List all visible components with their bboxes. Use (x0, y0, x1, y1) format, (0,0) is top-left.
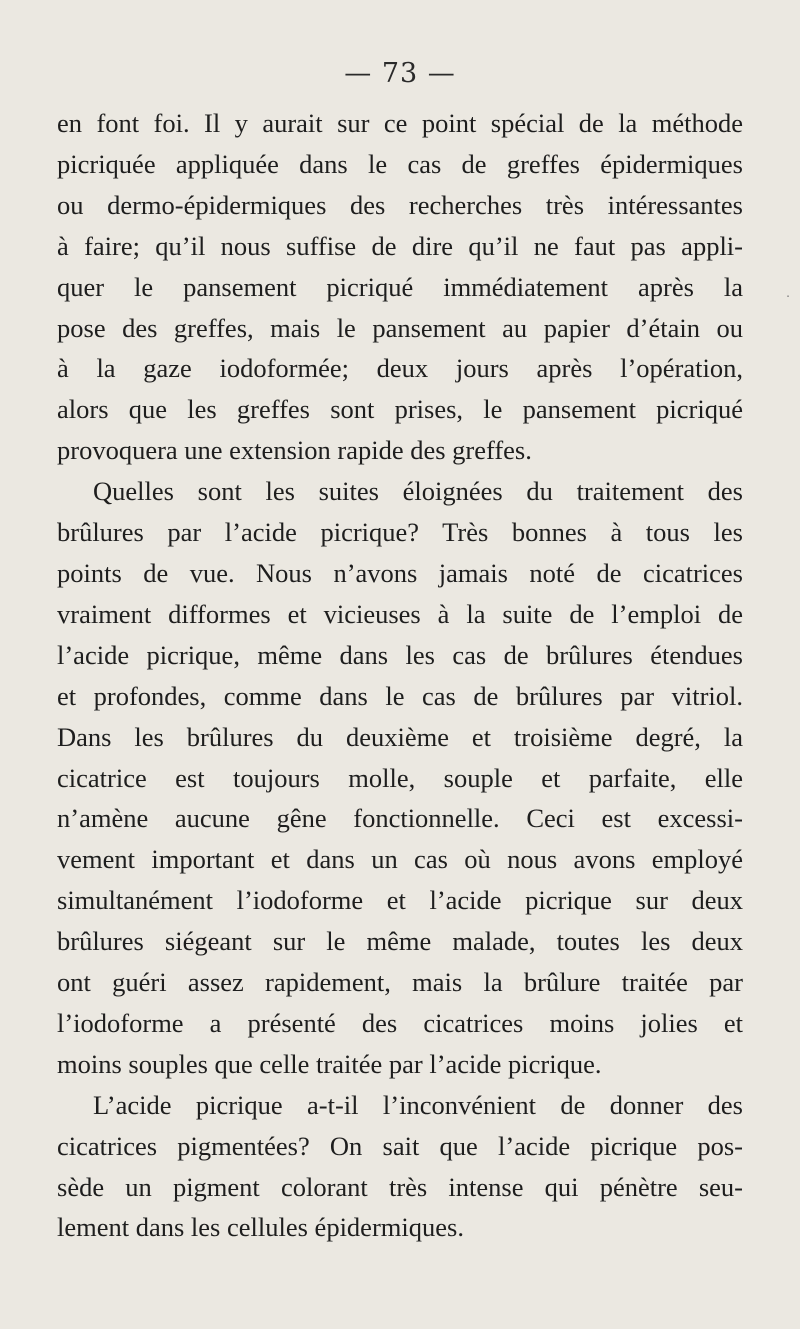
text-line: cicatrice est toujours molle, souple et parfaite, elle (57, 762, 743, 793)
text-line: L’acide picrique a-t-il l’inconvénient de donner des (93, 1089, 743, 1120)
text-line: n’amène aucune gêne fonctionnelle. Ceci est excessi- (57, 803, 743, 834)
text-line: quer le pansement picriqué immédiatement après la (57, 271, 743, 302)
text-line: cicatrices pigmentées? On sait que l’acide picrique pos- (57, 1130, 743, 1161)
text-line: moins souples que celle traitée par l’acide picrique. (57, 1048, 602, 1079)
text-line: picriquée appliquée dans le cas de greffes épidermiques (57, 148, 743, 179)
text-line: Quelles sont les suites éloignées du traitement des (93, 476, 743, 507)
text-line: pose des greffes, mais le pansement au papier d’étain ou (57, 312, 743, 343)
text-line: sède un pigment colorant très intense qui pénètre seu- (57, 1171, 743, 1202)
text-line: brûlures par l’acide picrique? Très bonnes à tous les (57, 517, 743, 548)
text-line: ou dermo-épidermiques des recherches très intéressantes (57, 189, 743, 220)
text-line: brûlures siégeant sur le même malade, toutes les deux (57, 926, 743, 957)
text-line: provoquera une extension rapide des greffes. (57, 435, 532, 466)
text-line: Dans les brûlures du deuxième et troisième degré, la (57, 721, 743, 752)
text-line: lement dans les cellules épidermiques. (57, 1212, 464, 1243)
text-line: à faire; qu’il nous suffise de dire qu’il ne faut pas appli- (57, 230, 743, 261)
text-line: vraiment difformes et vicieuses à la suite de l’emploi de (57, 598, 743, 629)
text-line: l’iodoforme a présenté des cicatrices moins jolies et (57, 1007, 743, 1038)
text-line: et profondes, comme dans le cas de brûlures par vitriol. (57, 680, 743, 711)
text-line: alors que les greffes sont prises, le pansement picriqué (57, 394, 743, 425)
text-line: vement important et dans un cas où nous avons employé (57, 844, 743, 875)
text-line: en font foi. Il y aurait sur ce point spécial de la méthode (57, 108, 743, 138)
margin-mark: . (786, 286, 790, 300)
text-line: ont guéri assez rapidement, mais la brûlure traitée par (57, 967, 743, 998)
text-line: à la gaze iodoformée; deux jours après l’opération, (57, 353, 743, 384)
body-text (57, 103, 743, 1248)
text-line: points de vue. Nous n’avons jamais noté de cicatrices (57, 557, 743, 588)
text-line: simultanément l’iodoforme et l’acide picrique sur deux (57, 885, 743, 916)
text-line: l’acide picrique, même dans les cas de brûlures étendues (57, 639, 743, 670)
page-number: — 73 — (344, 58, 456, 89)
